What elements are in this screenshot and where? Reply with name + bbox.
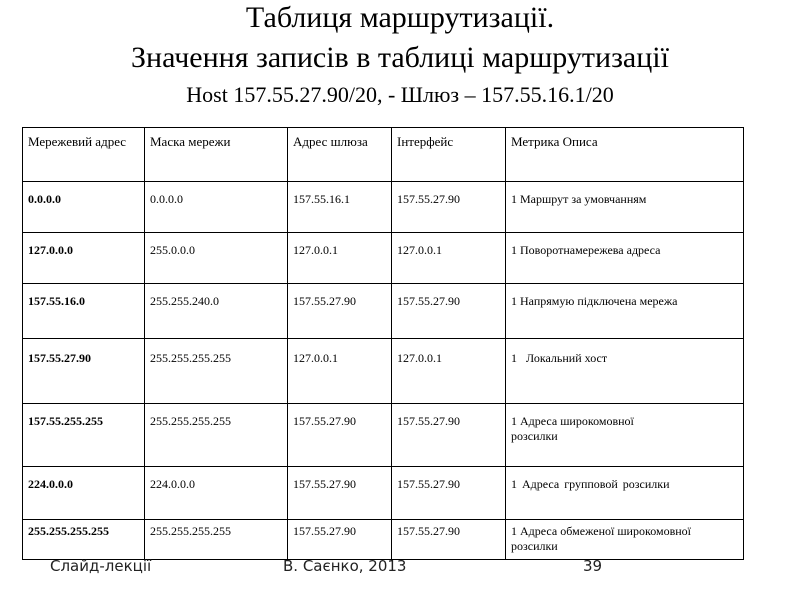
cell-netmask: 255.255.255.255 [145, 339, 288, 404]
cell-network-address: 157.55.27.90 [23, 339, 145, 404]
cell-gateway: 157.55.27.90 [288, 404, 392, 467]
cell-metric-description: 1 Адреса групповой розсилки [506, 467, 744, 520]
table-row [23, 284, 744, 339]
table-row [23, 467, 744, 520]
cell-interface: 157.55.27.90 [392, 182, 506, 233]
cell-metric-description: 1 Поворотнамережева адреса [506, 233, 744, 284]
cell-netmask: 224.0.0.0 [145, 467, 288, 520]
page-number: 39 [583, 557, 603, 575]
cell-gateway: 157.55.27.90 [288, 284, 392, 339]
cell-network-address: 224.0.0.0 [23, 467, 145, 520]
cell-interface: 157.55.27.90 [392, 404, 506, 467]
cell-interface: 157.55.27.90 [392, 467, 506, 520]
cell-interface: 127.0.0.1 [392, 233, 506, 284]
cell-metric-description: 1 Адреса широкомовної розсилки [506, 404, 744, 467]
table-row [23, 182, 744, 233]
header-network-address: Мережевий адрес [23, 128, 145, 182]
cell-network-address: 157.55.16.0 [23, 284, 145, 339]
cell-network-address: 255.255.255.255 [23, 520, 145, 560]
table-row [23, 404, 744, 467]
table-header-row [23, 128, 744, 182]
cell-netmask: 255.255.255.255 [145, 404, 288, 467]
title-main: Таблиця маршрутизації. [245, 1, 555, 34]
cell-gateway: 157.55.27.90 [288, 467, 392, 520]
header-gateway: Адрес шлюза [288, 128, 392, 182]
cell-interface: 157.55.27.90 [392, 284, 506, 339]
cell-gateway: 157.55.16.1 [288, 182, 392, 233]
header-netmask: Маска мережи [145, 128, 288, 182]
cell-netmask: 255.255.255.255 [145, 520, 288, 560]
cell-metric-description: 1 Напрямую підключена мережа [506, 284, 744, 339]
table-row [23, 339, 744, 404]
cell-network-address: 157.55.255.255 [23, 404, 145, 467]
cell-netmask: 255.255.240.0 [145, 284, 288, 339]
title-subtitle: Значення записів в таблиці маршрутизації [131, 41, 669, 74]
cell-network-address: 127.0.0.0 [23, 233, 145, 284]
cell-gateway: 157.55.27.90 [288, 520, 392, 560]
cell-metric-description: 1 Маршрут за умовчанням [506, 182, 744, 233]
cell-netmask: 255.0.0.0 [145, 233, 288, 284]
header-metric-description: Метрика Описа [506, 128, 744, 182]
title-host-info: Host 157.55.27.90/20, - Шлюз – 157.55.16.1/20 [186, 82, 614, 107]
header-interface: Інтерфейс [392, 128, 506, 182]
table-row [23, 233, 744, 284]
cell-metric-description: 1 Адреса обмеженої широкомовної розсилки [506, 520, 744, 560]
cell-gateway: 127.0.0.1 [288, 233, 392, 284]
cell-interface: 127.0.0.1 [392, 339, 506, 404]
cell-network-address: 0.0.0.0 [23, 182, 145, 233]
routing-table [22, 127, 744, 560]
table-row [23, 520, 744, 560]
footer-course-label: Слайд-лекції [50, 557, 152, 575]
cell-interface: 157.55.27.90 [392, 520, 506, 560]
cell-netmask: 0.0.0.0 [145, 182, 288, 233]
cell-metric-description: 1 Локальний хост [506, 339, 744, 404]
cell-gateway: 127.0.0.1 [288, 339, 392, 404]
footer-author: В. Саєнко, 2013 [283, 557, 407, 575]
